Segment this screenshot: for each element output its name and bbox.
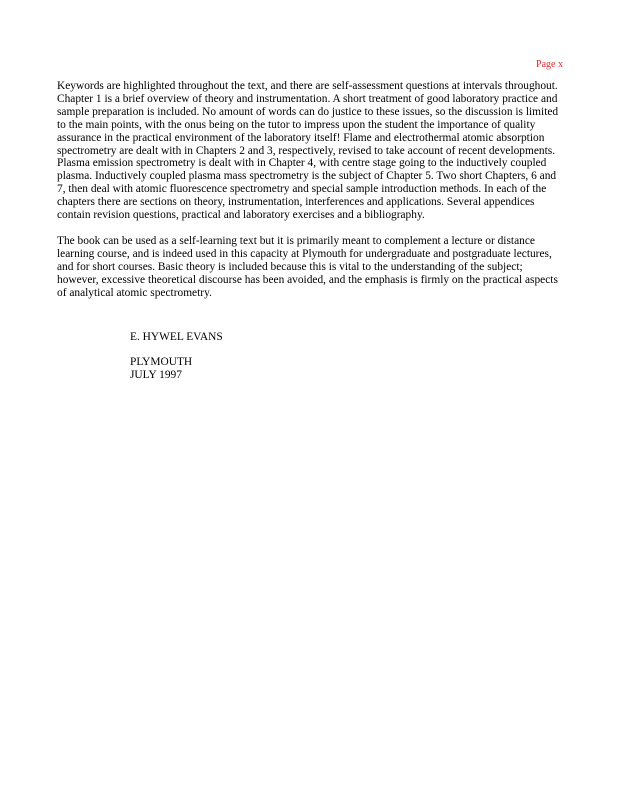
preface-body xyxy=(57,80,563,313)
paragraph-usage: The book can be used as a self-learning text but it is primarily meant to complement a lecture or distance learning course, and is indeed used in this capacity at Plymouth for undergraduate and postgraduate lectures, and for short courses. Basic theory is included because this is vital to the understanding of the subject; however, excessive theoretical discourse has been avoided, and the emphasis is firmly on the practical aspects of analytical atomic spectrometry. xyxy=(57,234,558,299)
paragraph-keywords-chapters: Keywords are highlighted throughout the text, and there are self-assessment questions at intervals throughout. Chapter 1 is a brief overview of theory and instrumentation. A short treatment of good laboratory practice and sample preparation is included. No amount of words can do justice to these issues, so the discussion is limited to the main points, with the onus being on the tutor to impress upon the student the importance of quality assurance in the practical environment of the laboratory itself! Flame and electrothermal atomic absorption spectrometry are dealt with in Chapters 2 and 3, respectively, revised to take account of recent developments. Plasma emission spectrometry is dealt with in Chapter 4, with centre stage going to the inductively coupled plasma. Inductively coupled plasma mass spectrometry is the subject of Chapter 5. Two short Chapters, 6 and 7, then deal with atomic fluorescence spectrometry and special sample introduction methods. In each of the chapters there are sections on theory, instrumentation, interferences and applications. Several appendices contain revision questions, practical and laboratory exercises and a bibliography. xyxy=(57,80,559,222)
author-name: E. HYWEL EVANS xyxy=(130,331,223,343)
signature-spacer xyxy=(130,344,223,356)
page-number: Page x xyxy=(536,59,563,70)
signature-block xyxy=(130,331,223,382)
signature-date: JULY 1997 xyxy=(130,368,182,381)
signature-place: PLYMOUTH xyxy=(130,355,193,368)
